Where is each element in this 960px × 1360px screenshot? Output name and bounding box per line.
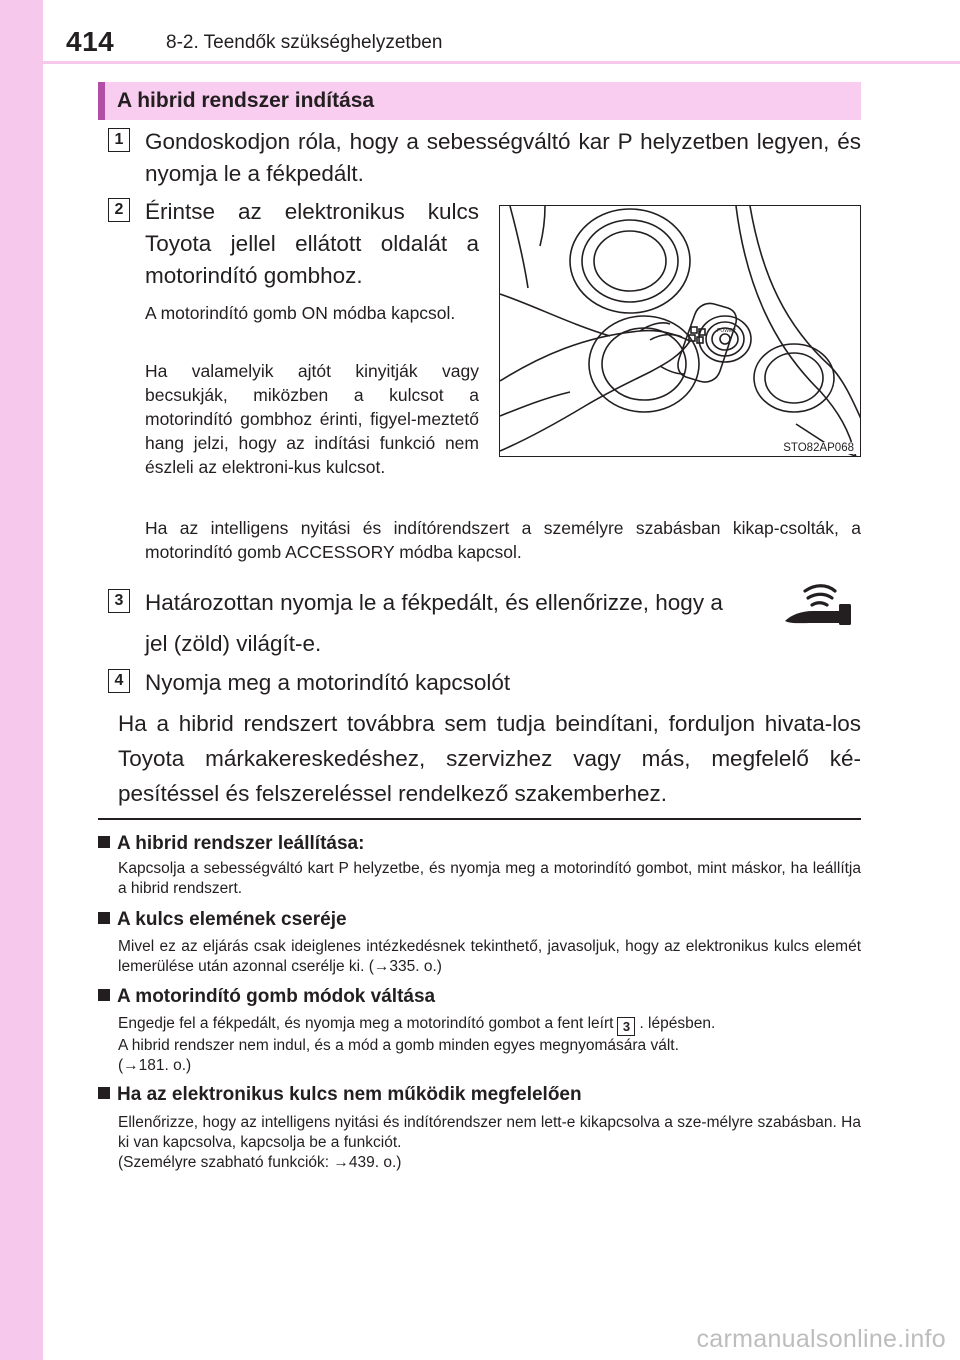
watermark: carmanualsonline.info (696, 1325, 946, 1353)
side-color-band (0, 0, 43, 1360)
step-4-text: Nyomja meg a motorindító kapcsolót (145, 670, 511, 695)
step-1-text: Gondoskodjon róla, hogy a sebességváltó kar P helyzetben legyen, és nyomja le a fékpedált. (145, 129, 861, 186)
figure-code: STO82AP068 (783, 442, 854, 454)
page-number: 414 (66, 26, 115, 57)
note-body-key-malfunction: Ellenőrizze, hogy az intelligens nyitási és indítórendszer nem lett-e kikapcsolva a sze-mélyre szabásban. Ha ki van kapcsolva, kapcsolja be a funkciót. (Személyre szabható funkciók: →439. o.) (118, 1114, 861, 1171)
square-bullet-icon (98, 836, 110, 848)
note-title-stopping: A hibrid rendszer leállítása: (98, 832, 364, 856)
note-title-modes: A motorindító gomb módok váltása (98, 985, 435, 1009)
step-badge-2: 2 (108, 198, 130, 222)
section-heading: A hibrid rendszer indítása (98, 82, 861, 120)
step-3-text: Határozottan nyomja le a fékpedált, és ellenőrizze, hogy a (145, 590, 723, 615)
step-badge-4: 4 (108, 669, 130, 693)
closing-paragraph: Ha a hibrid rendszert továbbra sem tudja beindítani, forduljon hivata-los Toyota márkakereskedéshez, szervizhez vagy más, megfelelő ké-pesítéssel és felszereléssel rendelkező szakemberhez. (118, 711, 861, 806)
note-body-modes: Engedje fel a fékpedált, és nyomja meg a motorindító gombot a fent leírt 3 . lépésben. A hibrid rendszer nem indul, és a mód a gomb minden egyes megnyomására vált. (→181. o.) (118, 1015, 716, 1074)
note-body-stopping: Kapcsolja a sebességváltó kart P helyzetbe, és nyomja meg a motorindító gombot, mint máskor, ha leállítja a hibrid rendszert. (118, 860, 861, 897)
square-bullet-icon (98, 912, 110, 924)
step-badge-3: 3 (108, 589, 130, 613)
note-body-battery: Mivel ez az eljárás csak ideiglenes intézkedésnek tekinthető, javasoljuk, hogy az elektronikus kulcs elemét lemerülése után azonnal cserélje ki. (→335. o.) (118, 938, 861, 975)
step-3-text-cont: jel (zöld) világít-e. (145, 631, 322, 656)
step-badge-1: 1 (108, 128, 130, 152)
section-divider (98, 818, 861, 820)
step-2-warning: Ha valamelyik ajtót kinyitják vagy becsukják, miközben a kulcsot a motorindító gombhoz érinti, figyel-meztető hang jelzi, hogy az indítási funkció nem észleli az elektroni-kus kulcsot. (145, 361, 479, 477)
square-bullet-icon (98, 1087, 110, 1099)
note-title-battery: A kulcs elemének cseréje (98, 908, 347, 932)
key-touch-illustration (499, 205, 861, 457)
step-2-accessory-note: Ha az intelligens nyitási és indítórendszert a személyre szabásban kikap-csolták, a motorindító gomb ACCESSORY módba kapcsol. (145, 518, 861, 562)
header-rule (43, 61, 960, 64)
hand-key-power-button-drawing (500, 206, 861, 457)
step-ref-badge: 3 (617, 1017, 635, 1036)
step-2-note: A motorindító gomb ON módba kapcsol. (145, 303, 456, 323)
step-2-text: Érintse az elektronikus kulcs Toyota jellel ellátott oldalát a motorindító gombhoz. (145, 199, 479, 288)
square-bullet-icon (98, 989, 110, 1001)
chapter-title: 8-2. Teendők szükséghelyzetben (166, 32, 443, 53)
smart-key-indicator-icon (783, 581, 853, 627)
power-button-label: POWER (717, 328, 736, 334)
note-title-key-malfunction: Ha az elektronikus kulcs nem működik megfelelően (98, 1083, 582, 1107)
